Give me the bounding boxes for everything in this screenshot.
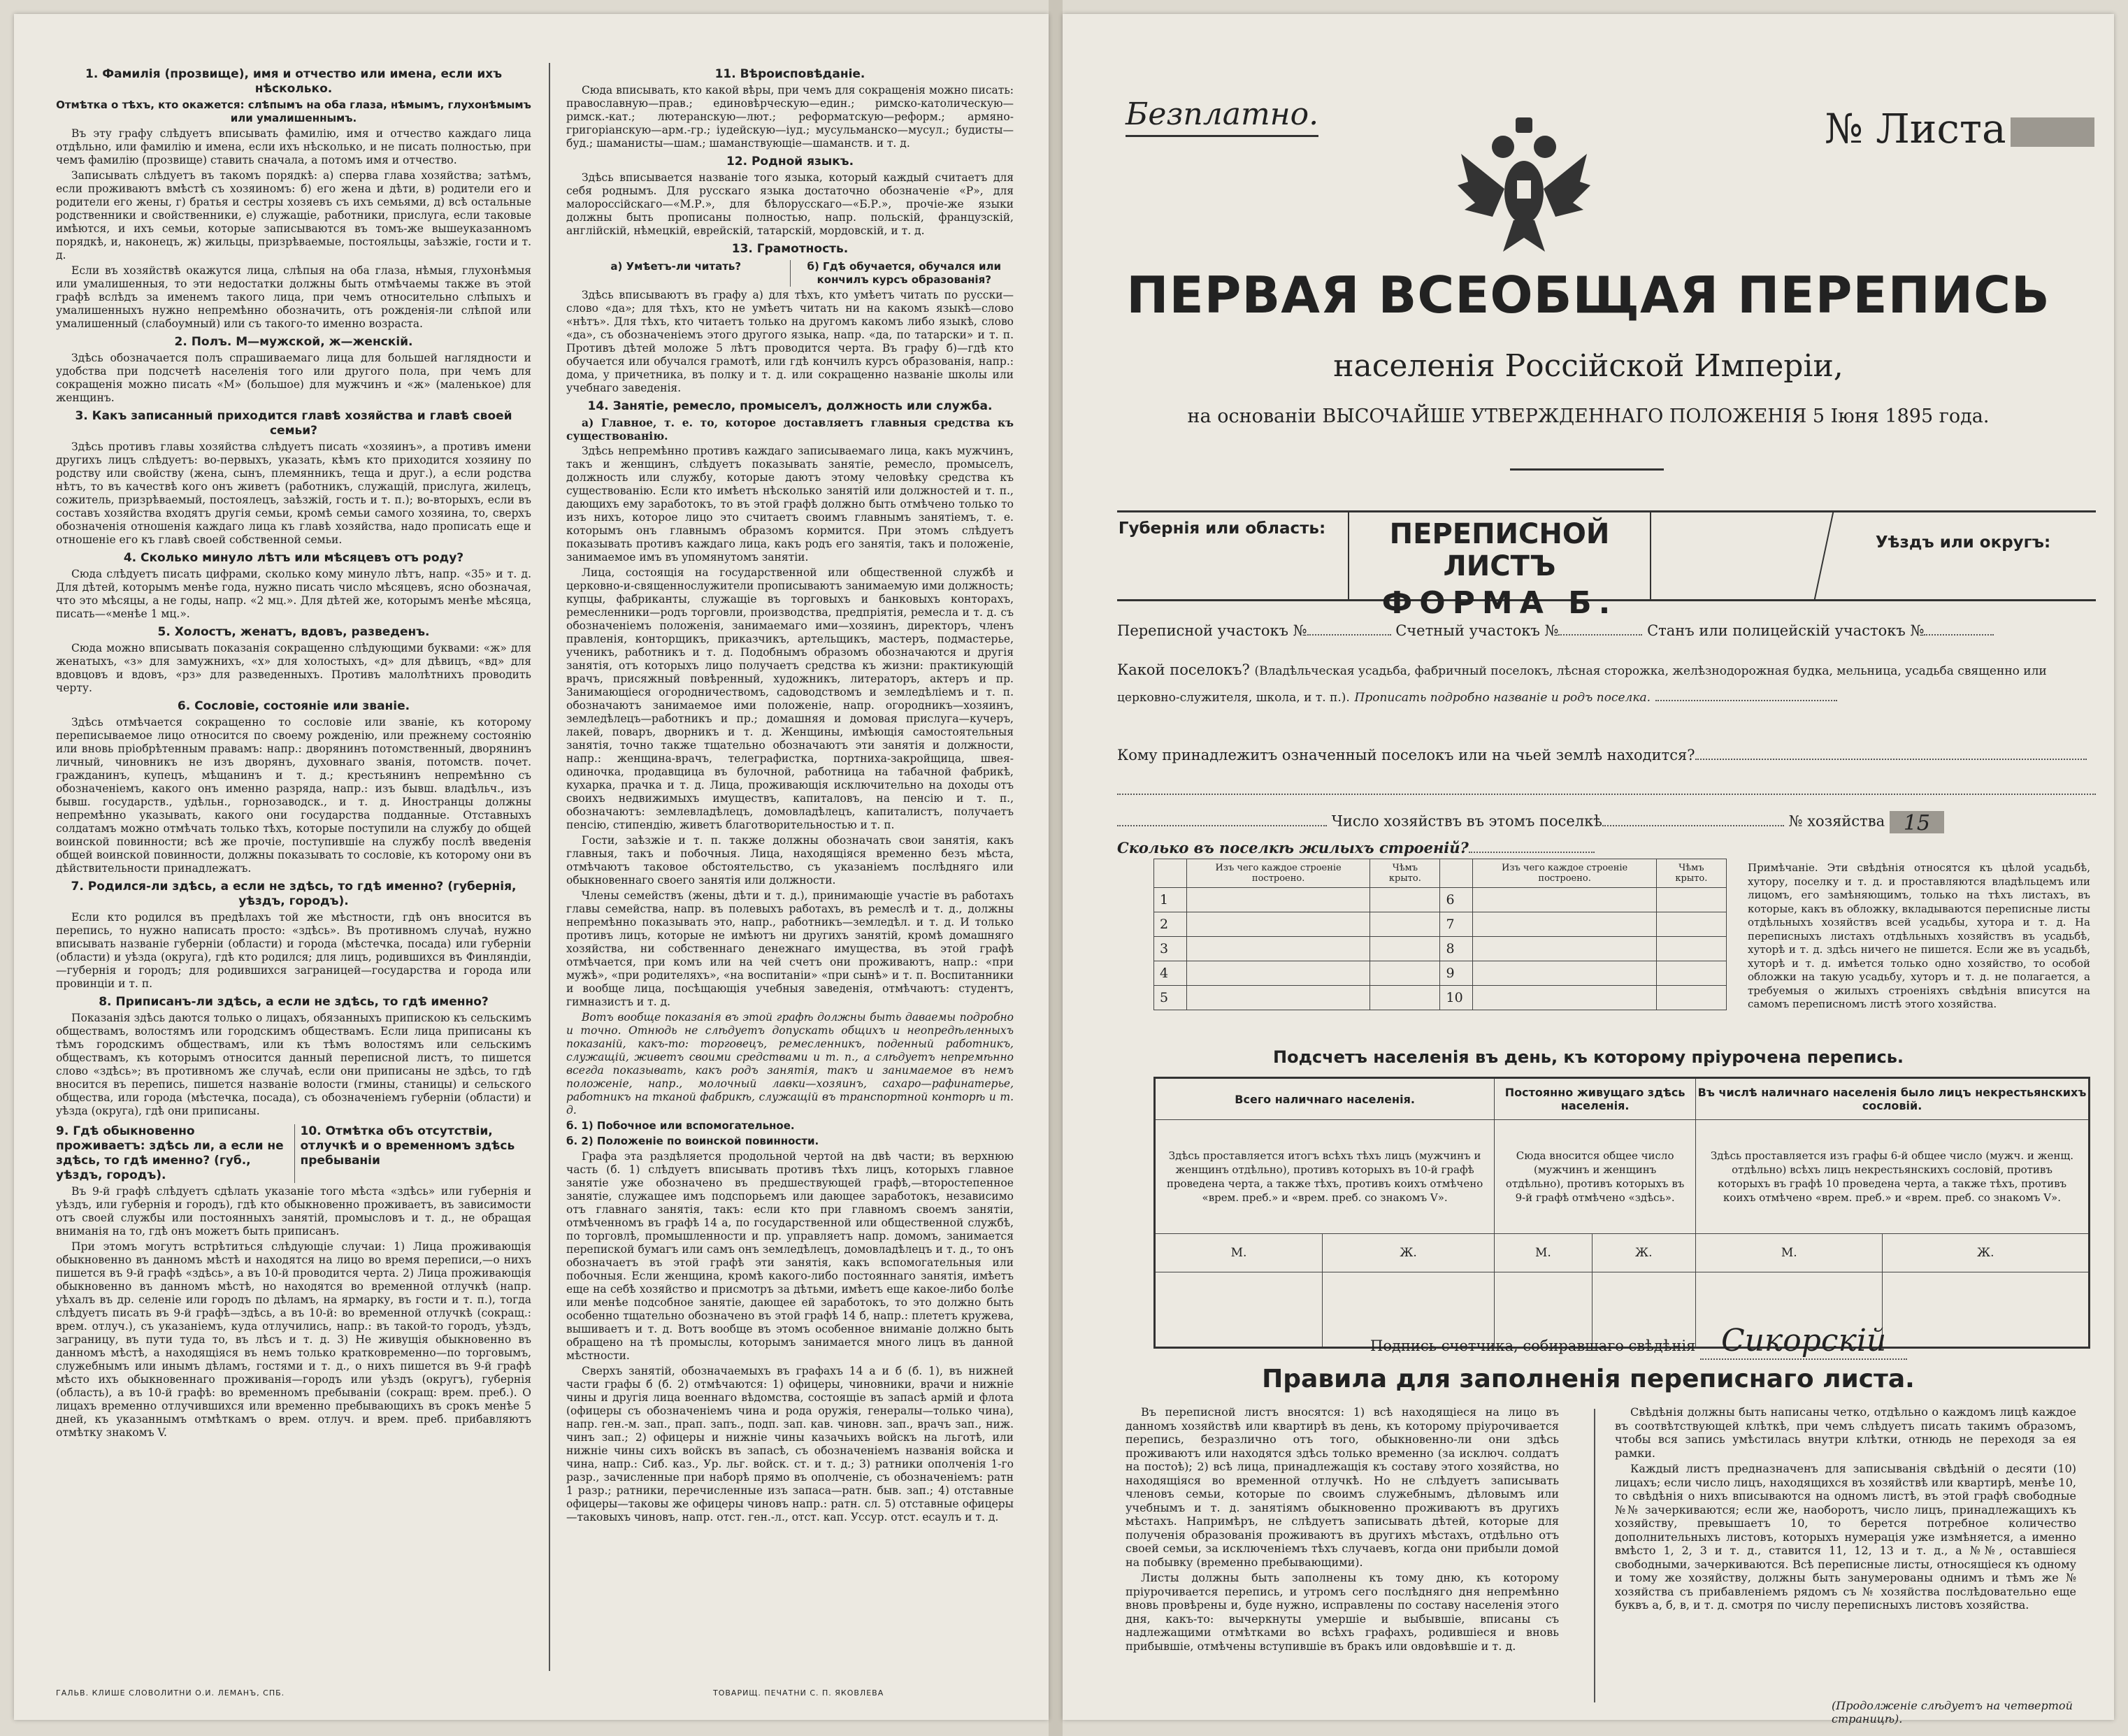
row-number: 10: [1440, 986, 1473, 1010]
police-section-field[interactable]: [1924, 634, 1994, 636]
table-header: [1154, 859, 1187, 888]
settlement-hint-2: Прописать подробно названіе и родъ поселка.: [1354, 691, 1651, 705]
signature: Сикорскій: [1700, 1323, 1907, 1360]
table-cell[interactable]: [1187, 912, 1370, 937]
table-cell[interactable]: [1370, 986, 1440, 1010]
section-1-title: 1. Фамилія (прозвище), имя и отчество или имена, если ихъ нѣсколько.: [85, 67, 502, 96]
column-divider: [549, 63, 550, 1671]
district-label: Уѣздъ или округъ:: [1875, 533, 2051, 552]
rules-text: Въ переписной листъ вносятся: 1) всѣ находящіеся на лицо въ данномъ хозяйствѣ или квартирѣ въ день, къ которому пріурочивается перепись, безразлично отъ того, обыкновенно-ли они здѣсь проживаютъ или находятся здѣсь только временно (за исключ. солдатъ на постоѣ); 2) всѣ лица, принадлежащія къ составу этого хозяйства, но находящіяся во временной отлучкѣ. Но не слѣдуетъ записывать членовъ семьи, которые по своимъ служебнымъ, дѣловымъ или учебнымъ и т. д. занятіямъ обыкновенно проживаютъ въ другихъ мѣстахъ. Напримѣръ, не слѣдуетъ записывать дѣтей, которые для полученія образованія проживаютъ въ другихъ мѣстахъ, отдѣльно отъ своей семьи, за исключеніемъ тѣхъ случаевъ, когда они прибыли домой на побывку (временно пребывающими).: [1126, 1405, 1559, 1569]
section-13-b: б) Гдѣ обучается, обучался или кончилъ курсъ образованія?: [807, 260, 1001, 286]
section-11-title: 11. Вѣроисповѣданіе.: [714, 67, 865, 81]
section-5-title: 5. Холостъ, женатъ, вдовъ, разведенъ.: [157, 625, 430, 639]
double-headed-eagle-emblem: [1454, 112, 1594, 259]
table-cell[interactable]: [1370, 937, 1440, 961]
province-label: Губернія или область:: [1118, 519, 1326, 538]
section-12-text: Здѣсь вписывается названіе того языка, который каждый считаетъ для себя роднымъ. Для русскаго языка достаточно обозначеніе «Р», для малороссійскаго—«М.Р.», для бѣлорусскаго—«Б.Р.», прочіе-же языки должны быть прописаны полностью, напр. польскій, французскій, англійскій, нѣмецкій, еврейскій, татарскій, мордовскій, и т. д.: [566, 171, 1014, 237]
households-field[interactable]: [1602, 825, 1784, 826]
section-14-b1: б. 1) Побочное или вспомогательное.: [566, 1119, 795, 1132]
section-5-text: Сюда можно вписывать показанія сокращенно слѣдующими буквами: «ж» для женатыхъ, «з» для замужнихъ, «х» для холостыхъ, «д» для дѣвицъ, «вд» для вдовцовъ и вдовъ, «рз» для разведенныхъ. Противъ малолѣтнихъ проводить черту.: [56, 642, 531, 694]
rules-column-left: [1126, 1405, 1559, 1655]
section-14-title: 14. Занятіе, ремесло, промыселъ, должность или служба.: [587, 399, 993, 413]
male-label: М.: [1155, 1234, 1323, 1272]
table-cell[interactable]: [1473, 937, 1656, 961]
table-cell[interactable]: [1656, 986, 1726, 1010]
male-label: М.: [1696, 1234, 1883, 1272]
section-14-text: Гости, заѣзжіе и т. п. также должны обозначать свои занятія, какъ главныя, такъ и побочныя. Лица, находящіяся временно безъ мѣста, отмѣчаютъ таковое обстоятельство, съ указаніемъ послѣдняго или обыкновеннаго своего занятія или должности.: [566, 834, 1014, 887]
row-number: 4: [1154, 961, 1187, 986]
form-type: ФОРМА Б.: [1381, 585, 1618, 621]
table-row: [1154, 912, 1727, 937]
police-section-label: Станъ или полицейскій участокъ №: [1647, 622, 1925, 639]
owner-line: [1117, 747, 2096, 763]
households-label: Число хозяйствъ въ этомъ поселкѣ: [1331, 812, 1602, 830]
page-gutter: [1049, 0, 1063, 1736]
total-population-desc: Здѣсь проставляется итогъ всѣхъ тѣхъ лицъ (мужчинъ и женщинъ отдѣльно), противъ которыхъ въ 10-й графѣ проведена черта, а также тѣхъ, противъ коихъ отмѣчено «врем. преб.» и «врем. преб. со знакомъ V».: [1155, 1120, 1495, 1234]
section-3-text: Здѣсь противъ главы хозяйства слѣдуетъ писать «хозяинъ», а противъ имени другихъ лицъ слѣдуетъ: во-первыхъ, указать, кѣмъ кто приходится хозяину по родству или свойству (жена, сынъ, племянникъ, теща и друг.), а если родства нѣтъ, то въ качествѣ кого онъ живетъ (работникъ, служащій, прислуга, жилецъ, сожитель, призрѣваемый, постоялецъ, заѣзжій, гость и т. п.); во-вторыхъ, если въ составъ хозяйства входятъ другія семьи, кромѣ семьи самого хозяина, то, сверхъ обозначенія отношенія каждаго лица къ главѣ хозяйства, надо прописать еще и отношеніе его къ главѣ своей собственной семьи.: [56, 440, 531, 546]
ink-stamp: [2011, 117, 2094, 147]
rules-text: Свѣдѣнія должны быть написаны четко, отдѣльно о каждомъ лицѣ каждое въ соотвѣтствующей клѣткѣ, при чемъ слѣдуетъ писать такимъ образомъ, чтобы вся запись умѣстилась внутри клѣтки, отнюдь не переходя за ея рамки.: [1615, 1405, 2076, 1460]
section-13-subheads: [566, 259, 1014, 289]
buildings-question: Сколько въ поселкѣ жилыхъ строеній?: [1117, 839, 1469, 856]
settlement-field[interactable]: [1655, 700, 1837, 701]
permanent-population-desc: Сюда вносится общее число (мужчинъ и женщинъ отдѣльно), противъ которыхъ въ 9-й графѣ отмѣчено «здѣсь».: [1495, 1120, 1696, 1234]
settlement-hint: (Владѣльческая усадьба, фабричный поселокъ, лѣсная сторожка, желѣзнодорожная будка, мельница, усадьба священно или церковно-служителя, школа, и т. п.).: [1117, 664, 2047, 705]
rules-column-2: [566, 63, 1014, 1526]
table-cell[interactable]: [1187, 961, 1370, 986]
section-6-text: Здѣсь отмѣчается сокращенно то сословіе или званіе, къ которому переписываемое лицо относится по своему рожденію, или прежнему состоянію или вновь пріобрѣтенным правамъ: напр.: дворянинъ потомственный, дворянинъ личный, чиновникъ не изъ дворянъ, духовнаго званія, потомств. почет. гражданинъ, купецъ, мѣщанинъ и т. д.; крестьянинъ непремѣнно съ обозначеніемъ, какого онъ именно разряда, напр.: изъ бывш. владѣльч., изъ бывш. государств., удѣльн., горнозаводск., и т. д. Иностранцы должны непремѣнно указывать, какого они государства подданные. Отставныхъ солдатамъ можно отмѣчать только тѣхъ, которые поступили на службу до общей воинской повинности; всѣ же прочіе, поступившіе на службу послѣ введенія общей воинской повинности, должны показывать то сословіе, къ которому они въ дѣйствительности принадлежатъ.: [56, 716, 531, 875]
free-label: Безплатно.: [1126, 96, 1318, 137]
rules-text: Каждый листъ предназначенъ для записыванія свѣдѣній о десяти (10) лицахъ; если число лицъ, находящихся въ хозяйствѣ или квартирѣ, менѣе 10, то свѣдѣнія о нихъ вписываются на одномъ листѣ, въ этой графѣ свободные №№ зачеркиваются; если же, наоборотъ, число лицъ, принадлежащихъ къ хозяйству, превышаетъ 10, то берется потребное количество дополнительныхъ листовъ, которыхъ нумерація уже измѣняется, а именно вмѣсто 1, 2, 3 и т. д., ставится 11, 12, 13 и т. д., а №№, оставшіеся свободными, зачеркиваются. Всѣ переписные листы, относящіеся къ одному и тому же хозяйству, должны быть занумерованы однимъ и тѣмъ же № хозяйства съ прибавленіемъ рядомъ съ № хозяйства послѣдовательно еще буквъ а, б, в, и т. д. смотря по числу переписныхъ листовъ хозяйства.: [1615, 1462, 2076, 1612]
table-header: [1440, 859, 1473, 888]
section-8-title: 8. Приписанъ-ли здѣсь, а если не здѣсь, то гдѣ именно?: [99, 995, 489, 1009]
section-1-text: Записывать слѣдуетъ въ такомъ порядкѣ: а) сперва глава хозяйства; затѣмъ, если проживаютъ вмѣстѣ съ хозяиномъ: б) его жена и дѣти, в) родители его и родители его жены, г) братья и сестры хозяевъ съ ихъ семьями, д) всѣ остальные родственники и свойственники, е) служащіе, работники, прислуга, если таковые имѣются, и ихъ семьи, которые записываются въ томъ-же вышеуказанномъ порядкѣ, и, наконецъ, ж) жильцы, призрѣваемые, постояльцы, заѣзжіе, гости и т. д.: [56, 169, 531, 261]
section-14-text: Вотъ вообще показанія въ этой графѣ должны быть даваемы подробно и точно. Отнюдь не слѣдуетъ допускать общихъ и неопредѣленныхъ показаній, какъ-то: торговецъ, ремесленникъ, поденный работникъ, служащій, живетъ своими средствами и т. п., а слѣдуетъ непремѣнно всегда показывать, какъ родъ занятія, такъ и занимаемое въ немъ положеніе, напр., молочный лавки—хозяинъ, сахаро—рафинатерье, работникъ на тканой фабрикѣ, служащій въ транспортной конторѣ и т. д.: [566, 1011, 1014, 1117]
section-13-text: Здѣсь вписываютъ въ графу а) для тѣхъ, кто умѣетъ читать по русски—слово «да»; для тѣхъ, кто не умѣетъ читать ни на какомъ языкѣ—слово «нѣтъ». Для тѣхъ, кто читаетъ только на другомъ какомъ либо языкѣ, слово «да», съ обозначеніемъ этого другого языка, напр. «да, по татарски» и т. п. Противъ дѣтей моложе 5 лѣтъ проводится черта. Въ графу б)—гдѣ кто обучается или обучался грамотѣ, или гдѣ кончилъ курсъ образованія, напр.: дома, у причетника, въ полку и т. д. или сокращенно названіе школы или учебнаго заведенія.: [566, 289, 1014, 394]
households-line: [1117, 811, 2096, 833]
non-peasant-header: Въ числѣ наличнаго населенія было лицъ некрестьянскихъ сословій.: [1696, 1078, 2090, 1120]
section-13-a: а) Умѣетъ-ли читать?: [566, 260, 791, 287]
household-number: 15: [1903, 811, 1930, 835]
count-section-label: Счетный участокъ №: [1395, 622, 1559, 639]
rules-title: Правила для заполненія переписнаго листа.: [1262, 1365, 1915, 1393]
settlement-question: Какой поселокъ?: [1117, 661, 1250, 678]
table-cell[interactable]: [1187, 986, 1370, 1010]
section-9-title: 9. Гдѣ обыкновенно проживаетъ: здѣсь ли, а если не здѣсь, то гдѣ именно? (губ., уѣздъ, городъ).: [56, 1124, 284, 1182]
table-cell[interactable]: [1370, 888, 1440, 912]
subtitle: населенія Россійской Имперіи,: [1333, 348, 1843, 384]
row-number: 2: [1154, 912, 1187, 937]
owner-line-2: [1117, 782, 2096, 798]
section-9-text: Въ 9-й графѣ слѣдуетъ сдѣлать указаніе того мѣста «здѣсь» или губернія и уѣздъ, или губернія и городъ), гдѣ кто обыкновенно проживаетъ, въ зависимости отъ своей службы или постоянныхъ занятій, промысловъ и т. д., не обращая вниманія на то, гдѣ онъ можетъ быть приписанъ.: [56, 1185, 531, 1238]
table-cell[interactable]: [1656, 888, 1726, 912]
section-14-text: Члены семействъ (жены, дѣти и т. д.), принимающіе участіе въ работахъ главы семейства, напр. въ полевыхъ работахъ, въ ремеслѣ и т. д., должны непремѣнно показывать это, напр., работникъ—земледѣл. и т. д. И только противъ лицъ, которые не имѣютъ ни другихъ занятій, кромѣ домашняго хозяйства, ни собственнаго денежнаго имущества, въ этой графѣ отмѣчается, при комъ или на чей счетъ они проживаютъ, напр.: «при мужѣ», «при родителяхъ», «на воспитаніи» «при сынѣ» и т. п. Воспитанники и вообще лица, посѣщающія учебныя заведенія, отмѣчаютъ: студентъ, гимназистъ и т. д.: [566, 889, 1014, 1008]
table-cell[interactable]: [1473, 986, 1656, 1010]
section-9-text: При этомъ могутъ встрѣтиться слѣдующіе случаи: 1) Лица проживающія обыкновенно въ данномъ мѣстѣ и находятся на лицо во время переписи,—о нихъ пишется въ 9-й графѣ «здѣсь», а въ 10-й проводится черта. 2) Лица проживающія обыкновенно въ данномъ мѣстѣ, но находятся во временной отлучкѣ (напр. уѣхалъ въ др. селеніе или городъ по дѣламъ, на ярмарку, въ гости и т. п.), тогда слѣдуетъ писать въ 9-й графѣ—здѣсь, а въ 10-й: во временной отлучкѣ (сокращ.: врем. отлуч.), съ указаніемъ, куда отлучились, напр.: въ такой-то городъ, уѣздъ, заграницу, въ пути туда то, въ лѣсъ и т. д. 3) Не живущія обыкновенно въ данномъ мѣстѣ, а находящіяся въ немъ только кратковременно—по торговымъ, служебнымъ или инымъ дѣламъ, гостями и т. д., о нихъ пишется въ 9-й графѣ мѣсто ихъ обыкновеннаго проживанія—городъ или уѣздъ (округъ), губернія (область), а въ 10-й графѣ: во временномъ пребываніи (сокращ: врем. преб.). О лицахъ временно отлучившихся или временно пребывающихъ въ срокъ менѣе 5 дней, къ указаннымъ отмѣткамъ о врем. отлуч. и врем. преб. прибавляютъ отмѣтку знакомъ V.: [56, 1240, 531, 1439]
table-row: [1154, 961, 1727, 986]
female-label: Ж.: [1883, 1234, 2090, 1272]
signature-label: Подпись счетчика, собиравшаго свѣдѣнія: [1370, 1337, 1696, 1354]
population-count-table: [1153, 1077, 2090, 1349]
row-number: 9: [1440, 961, 1473, 986]
table-cell[interactable]: [1883, 1272, 2090, 1348]
non-peasant-desc: Здѣсь проставляется изъ графы 6-й общее число (мужч. и женщ. отдѣльно) всѣхъ лицъ некрестьянскихъ сословій, противъ которыхъ въ графѣ 10 проведена черта, а также тѣхъ, противъ коихъ отмѣчено «врем. преб.» и «врем. преб. со знакомъ V».: [1696, 1120, 2090, 1234]
table-cell[interactable]: [1656, 912, 1726, 937]
table-cell[interactable]: [1656, 961, 1726, 986]
table-cell[interactable]: [1370, 912, 1440, 937]
permanent-population-header: Постоянно живущаго здѣсь населенія.: [1495, 1078, 1696, 1120]
table-cell[interactable]: [1155, 1272, 1323, 1348]
column-divider: [1594, 1409, 1595, 1702]
row-number: 1: [1154, 888, 1187, 912]
table-header: Чѣмъ крыто.: [1656, 859, 1726, 888]
right-page: [1063, 14, 2114, 1726]
printer-mark: ТОВАРИЩ. ПЕЧАТНИ С. П. ЯКОВЛЕВА: [713, 1688, 884, 1698]
total-population-header: Всего наличнаго населенія.: [1155, 1078, 1495, 1120]
census-section-field[interactable]: [1307, 634, 1391, 636]
row-number: 8: [1440, 937, 1473, 961]
table-cell[interactable]: [1187, 888, 1370, 912]
buildings-line: [1117, 839, 1595, 856]
sheet-number-label: № Листа: [1825, 105, 2006, 152]
section-1-text: Если въ хозяйствѣ окажутся лица, слѣпыя на оба глаза, нѣмыя, глухонѣмыя или умалишенныя, то эти недостатки должны быть отмѣчаемы также въ этой графѣ вслѣдъ за именемъ такого лица, при чемъ относительно слѣпыхъ и умалишенныхъ нужно непремѣнно обозначить, отъ рожденія-ли слѣпой или умалишенный (слабоумный) или съ такого-то именно возраста.: [56, 264, 531, 330]
census-section-label: Переписной участокъ №: [1117, 622, 1307, 639]
section-1-text: Въ эту графу слѣдуетъ вписывать фамилію, имя и отчество каждаго лица отдѣльно, или фамилію и имена, если ихъ нѣсколько, и не писать полностью, при чемъ фамилію (прозвище) ставить сначала, а потомъ имя и отчество.: [56, 127, 531, 166]
section-3-title: 3. Какъ записанный приходится главѣ хозяйства и главѣ своей семьи?: [75, 409, 512, 438]
row-number: 5: [1154, 986, 1187, 1010]
section-7-text: Если кто родился въ предѣлахъ той же мѣстности, гдѣ онъ вносится въ перепись, то нужно написать просто: «здѣсь». Въ противномъ случаѣ, нужно вписывать названіе губерніи (области) и города (мѣстечка, посада) или губерніи (области) и уѣзда (округа), гдѣ кто родился; для лицъ, родившихся въ Финляндіи,—губернія и городъ; для родившихся заграницей—государства и города или провинціи и т. п.: [56, 911, 531, 990]
section-9-10-titles: [56, 1120, 531, 1185]
sheet-number: [1825, 105, 2094, 152]
sections-line: [1117, 622, 2096, 639]
continued-note: (Продолженіе слѣдуетъ на четвертой страницѣ).: [1832, 1699, 2073, 1726]
female-label: Ж.: [1592, 1234, 1696, 1272]
table-cell[interactable]: [1370, 961, 1440, 986]
table-header: Чѣмъ крыто.: [1370, 859, 1440, 888]
section-4-text: Сюда слѣдуетъ писать цифрами, сколько кому минуло лѣтъ, напр. «35» и т. д. Для дѣтей, которымъ менѣе года, нужно писать число мѣсяцевъ, ясно обозначая, что это мѣсяцы, а не годы, напр. «2 мц.». Для дѣтей же, которымъ менѣе мѣсяца, писать—«менѣе 1 мц.».: [56, 568, 531, 620]
legal-basis: на основаніи ВЫСОЧАЙШЕ УТВЕРЖДЕННАГО ПОЛОЖЕНІЯ 5 Іюня 1895 года.: [1187, 406, 1990, 427]
printer-mark: ГАЛЬВ. КЛИШЕ СЛОВОЛИТНИ О.И. ЛЕМАНЪ, СПБ.: [56, 1688, 285, 1698]
section-2-title: 2. Полъ. М—мужской, ж—женскій.: [174, 335, 413, 349]
section-14-text: Графа эта раздѣляется продольной чертой на двѣ части; въ верхнюю часть (б. 1) слѣдуетъ вписывать противъ тѣхъ лицъ, которыхъ главное занятіе уже обозначено въ предшествующей графѣ,—второстепенное занятіе, служащее имъ подспорьемъ или дающее заработокъ, независимо отъ главнаго занятія, такъ: если кто при главномъ своемъ занятіи, отмѣченномъ въ графѣ 14 а, по государственной или общественной службѣ, по торговлѣ, промышленности и пр. управляетъ напр. домомъ, занимается перепиской бумагъ или самъ онъ земледѣлецъ, домовладѣлецъ и т. д., то онъ обозначаетъ въ этой графѣ эти занятія, какъ вспомогательныя или побочныя. Если женщина, кромѣ какого-либо постояннаго занятія, имѣетъ еще на себѣ хозяйство и присмотръ за дѣтьми, имѣетъ еще какое-либо болѣе или менѣе подсобное занятіе, дающее ей заработокъ, то это должно быть особенно тщательно обозначено въ этой графѣ 14 б, напр.: плететъ кружева, вышиваетъ и т. д. Вотъ вообще въ этомъ особенное вниманіе должно быть обращено на тѣ промыслы, которымъ занимается много лицъ въ данной мѣстности.: [566, 1150, 1014, 1362]
household-number-value: [1890, 811, 1944, 833]
section-14-text: Лица, состоящія на государственной или общественной службѣ и церковно-и-священнослужители прописываютъ занимаемую ими должность; купцы, фабриканты, служащіе въ торговыхъ и банковыхъ конторахъ, ремесленники—родъ торговли, производства, предпріятія, ремесла и т. д. съ обозначеніемъ положенія, занимаемаго ими—хозяинъ, директоръ, членъ правленія, конторщикъ, приказчикъ, артельщикъ, мастеръ, подмастерье, ученикъ, работникъ и т. д. Подобнымъ образомъ обозначаются и другія занятія, отъ которыхъ лицо получаетъ средства къ жизни: практикующій врачъ, присяжный повѣренный, художникъ, литераторъ, актеръ и пр. Занимающіеся огородничествомъ, садоводствомъ и земледѣліемъ и т. п. обозначаютъ занимаемое ими положеніе, напр. огородникъ—хозяинъ, земледѣлецъ—работникъ и пр.; домашняя и домовая прислуга—кучеръ, лакей, поваръ, дворникъ и т. д. Женщины, имѣющія самостоятельныя занятія, точно также тщательно обозначаютъ эти занятія и должности, напр.: женщина-врачъ, телеграфистка, портниха-закройщица, швея-одиночка, продавщица въ булочной, работница на табачной фабрикѣ, кухарка, прачка и т. д. Лица, проживающія исключительно на доходы отъ своихъ недвижимыхъ имуществъ, капиталовъ, на пенсію и т. п., обозначаютъ: землевладѣлецъ, домовладѣлецъ, капиталистъ, получаетъ пенсію, стипендію, живетъ благотворительностью и т. п.: [566, 566, 1014, 831]
row-number: 6: [1440, 888, 1473, 912]
section-14-text: Здѣсь непремѣнно противъ каждаго записываемаго лица, какъ мужчинъ, такъ и женщинъ, слѣдуетъ показывать занятіе, ремесло, промыселъ, должность или службу, которые даютъ этому человѣку средства къ существованію. Если кто имѣетъ нѣсколько занятій или должностей и т. п., дающихъ ему заработокъ, то въ этой графѣ должно быть отмѣчено только то изъ нихъ, которое лицо это считаетъ своимъ главнымъ занятіемъ, т. е. которымъ онъ главнымъ образомъ кормится. При этомъ слѣдуетъ показывать противъ каждаго лица, какъ родъ его занятія, такъ и положеніе, занимаемое имъ въ упомянутомъ занятіи.: [566, 445, 1014, 564]
table-cell[interactable]: [1473, 912, 1656, 937]
table-cell[interactable]: [1473, 961, 1656, 986]
owner-question: Кому принадлежитъ означенный поселокъ или на чьей землѣ находится?: [1117, 747, 1695, 763]
table-header: Изъ чего каждое строеніе построено.: [1473, 859, 1656, 888]
count-section-field[interactable]: [1558, 634, 1642, 636]
section-14-text: Сверхъ занятій, обозначаемыхъ въ графахъ 14 а и б (б. 1), въ нижней части графы б (б. 2) отмѣчаются: 1) офицеры, чиновники, врачи и нижніе чины и другія лица военнаго вѣдомства, состоящіе въ запасѣ армій и флота (офицеры съ обозначеніемъ чина и рода оружія, генералы—только чина), напр. ген.-м. зап., прап. запъ., подп. зап. кав. чиновн. зап., врачъ зап., ниж. чинъ зап.; 2) офицеры и нижніе чины казачьихъ войскъ на льготѣ, или нижніе чины сихъ войскъ въ запасѣ, съ обозначеніемъ названія войска и чина, напр.: Сиб. каз., Ур. льг. войск. ст. и т. д.; 3) ратники ополченія 1-го разр., зачисленные при наборѣ прямо въ ополченіе, съ обозначеніемъ: ратн 1 разр.; ратники, перечисленные изъ запаса—ратн. быв. зап.; 4) отставные офицеры—таковы же офицеры чиновъ напр.: ратн. сл. 5) отставные офицеры—таковыхъ чиновъ, напр. отст. ген.-л., отст. кап. Уссур. отст. есаулъ и т. д.: [566, 1365, 1014, 1523]
form-title-box: [1348, 512, 1651, 621]
table-cell[interactable]: [1473, 888, 1656, 912]
section-7-title: 7. Родился-ли здѣсь, а если не здѣсь, то гдѣ именно? (губернія, уѣздъ, городъ).: [71, 880, 517, 908]
buildings-field[interactable]: [1469, 852, 1595, 853]
left-page: [14, 14, 1049, 1720]
table-header: Изъ чего каждое строеніе построено.: [1187, 859, 1370, 888]
rules-text: Листы должны быть заполнены къ тому дню, къ которому пріурочивается перепись, и утромъ сего послѣдняго дня непремѣнно вновь провѣрены и, буде нужно, исправлены по составу населенія этого дня, какъ-то: вычеркнуты умершіе и выбывшіе, вписаны съ надлежащими отмѣтками во всѣхъ графахъ, родившіеся и вновь прибывшіе, отмѣчены вступившіе въ бракъ или овдовѣвшіе и т. д.: [1126, 1571, 1559, 1653]
section-8-text: Показанія здѣсь даются только о лицахъ, обязанныхъ припискою къ сельскимъ обществамъ, волостямъ или городскимъ обществамъ. Если лица приписаны къ тѣмъ городскимъ обществамъ, или къ тѣмъ волостямъ или сельскимъ обществамъ, къ которымъ относится данный переписной листъ, то пишется слово «здѣсь»; въ противномъ же случаѣ, если они приписаны не здѣсь, то гдѣ вносится въ перепись, пишется названіе волости (гмины, станицы) и сельского общества, или города (мѣстечка, посада), съ обозначеніемъ губерніи (области) и уѣзда (округа), гдѣ они приписаны.: [56, 1012, 531, 1117]
form-title: ПЕРЕПИСНОЙ ЛИСТЪ: [1389, 518, 1610, 582]
buildings-table: [1153, 859, 1727, 1010]
section-6-title: 6. Сословіе, состояніе или званіе.: [177, 699, 410, 713]
rules-column-1: [56, 63, 531, 1442]
section-2-text: Здѣсь обозначается полъ спрашиваемаго лица для большей наглядности и удобства при подсчетѣ населенія того или другого пола, при чемъ для сокращенія можно писать «М» (большое) для мужчинъ и «ж» (маленькое) для женщинъ.: [56, 352, 531, 404]
table-row: [1154, 937, 1727, 961]
section-13-title: 13. Грамотность.: [731, 242, 849, 256]
section-12-title: 12. Родной языкъ.: [726, 155, 854, 168]
section-4-title: 4. Сколько минуло лѣтъ или мѣсяцевъ отъ роду?: [123, 551, 464, 565]
row-number: 3: [1154, 937, 1187, 961]
blank-field[interactable]: [1117, 825, 1327, 826]
female-label: Ж.: [1322, 1234, 1494, 1272]
divider: [1510, 468, 1664, 471]
section-14-subtitle: а) Главное, т. е. то, которое доставляетъ главныя средства къ существованію.: [566, 416, 1014, 443]
table-cell[interactable]: [1656, 937, 1726, 961]
main-title: ПЕРВАЯ ВСЕОБЩАЯ ПЕРЕПИСЬ: [1126, 266, 2050, 324]
table-row: [1154, 986, 1727, 1010]
section-1-subtitle: Отмѣтка о тѣхъ, кто окажется: слѣпымъ на оба глаза, нѣмымъ, глухонѣмымъ или умалишеннымъ.: [56, 99, 531, 124]
table-cell[interactable]: [1187, 937, 1370, 961]
male-label: М.: [1495, 1234, 1592, 1272]
row-number: 7: [1440, 912, 1473, 937]
settlement-line: [1117, 657, 2096, 710]
signature-line: [1370, 1323, 1907, 1358]
section-14-b2: б. 2) Положеніе по воинской повинности.: [566, 1135, 819, 1147]
divider: [1814, 512, 1834, 599]
form-header-box: [1117, 510, 2096, 621]
population-count-title: Подсчетъ населенія въ день, къ которому пріурочена перепись.: [1273, 1047, 1904, 1067]
table-row: [1154, 888, 1727, 912]
section-10-title: 10. Отмѣтка объ отсутствіи, отлучкѣ и о временномъ здѣсь пребываніи: [294, 1124, 532, 1183]
household-number-label: № хозяйства: [1788, 812, 1885, 830]
owner-field[interactable]: [1695, 759, 2087, 760]
buildings-note: Примѣчаніе. Эти свѣдѣнія относятся къ цѣлой усадьбѣ, хутору, поселку и т. д. и проставляются владѣльцемъ или лицомъ, его замѣняющимъ, только на тѣхъ листахъ, въ которые, какъ въ обложку, вкладываются переписные листы отдѣльныхъ хозяйствъ всей усадьбы, хутора и т. д. На переписныхъ листахъ отдѣльныхъ хозяйствъ въ усадьбѣ, хуторѣ и т. д. здѣсь ничего не пишется. Если же въ усадьбѣ, хуторѣ и т. д. имѣется только одно хозяйство, то особой обложки на такую усадьбу, хуторъ и т. д. не полагается, а требуемыя о жилыхъ строеніяхъ свѣдѣнія вписутся на самомъ переписномъ листѣ этого хозяйства.: [1748, 861, 2090, 1010]
owner-field-2[interactable]: [1117, 794, 2096, 795]
section-11-text: Сюда вписывать, кто какой вѣры, при чемъ для сокращенія можно писать: православную—прав.; единовѣрческую—един.; римско-католическую—римск.-кат.; лютеранскую—лют.; реформатскую—реформ.; армяно-григоріанскую—арм.-гр.; іудейскую—іуд.; мусульманско—мусул.; будисты—буд.; шаманисты—шам.; шаманствующіе—шаманств. и т. д.: [566, 84, 1014, 150]
rules-column-right: [1615, 1405, 2076, 1614]
